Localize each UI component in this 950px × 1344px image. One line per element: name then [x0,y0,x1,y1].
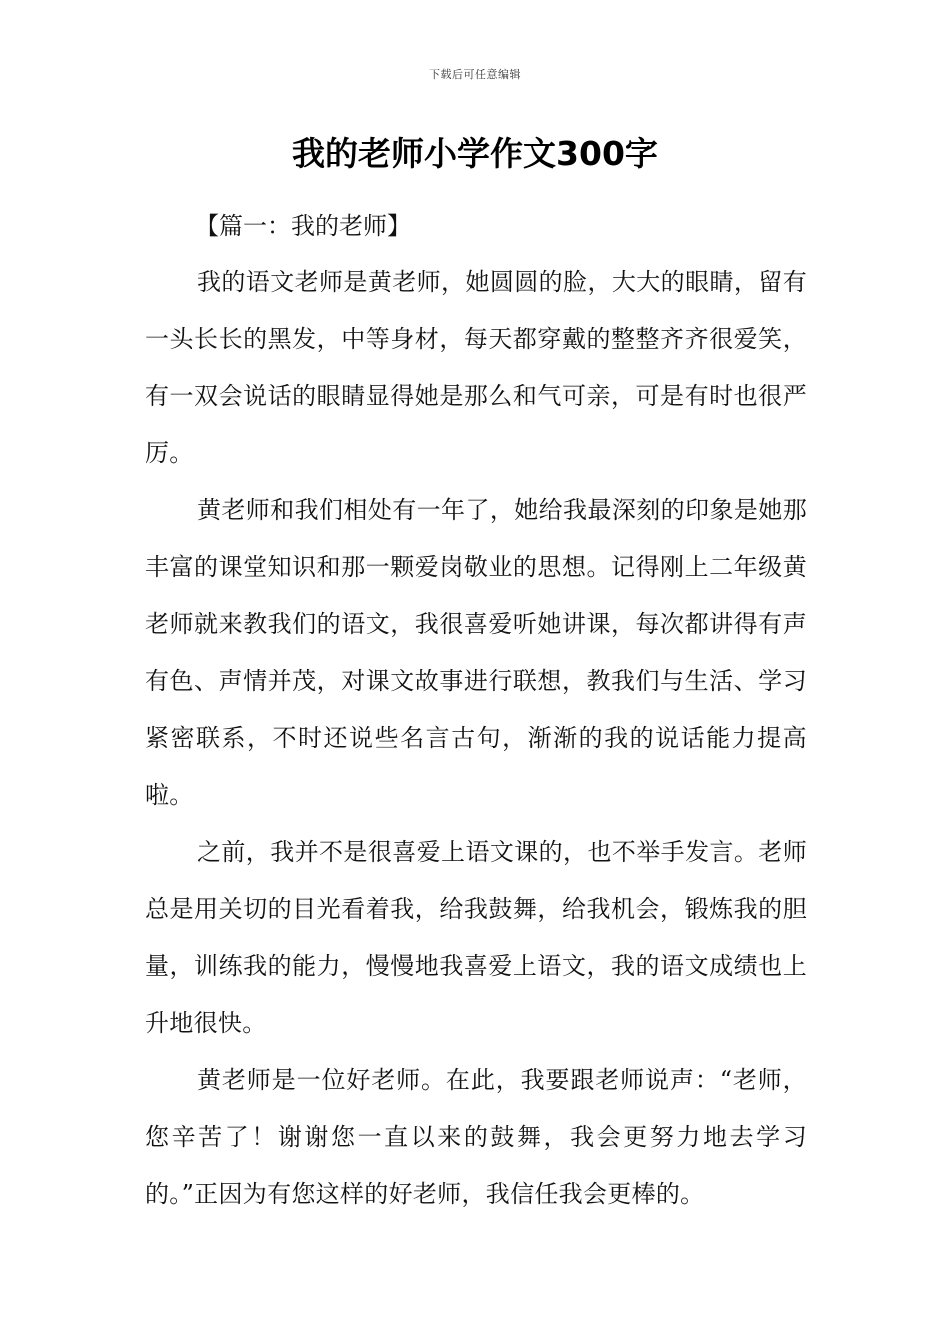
paragraph-3: 之前，我并不是很喜爱上语文课的，也不举手发言。老师总是用关切的目光看着我，给我鼓舞，给我机会，锻炼我的胆量，训练我的能力，慢慢地我喜爱上语文，我的语文成绩也上升地很快。 [145,838,807,1037]
paragraph-2: 黄老师和我们相处有一年了，她给我最深刻的印象是她那丰富的课堂知识和那一颗爱岗敬业的思想。记得刚上二年级黄老师就来教我们的语文，我很喜爱听她讲课，每次都讲得有声有色、声情并茂，对课文故事进行联想，教我们与生活、学习紧密联系，不时还说些名言古句，渐渐的我的说话能力提高啦。 [145,496,807,809]
paragraph-1: 我的语文老师是黄老师，她圆圆的脸，大大的眼睛，留有一头长长的黑发，中等身材，每天都穿戴的整整齐齐很爱笑，有一双会说话的眼睛显得她是那么和气可亲，可是有时也很严厉。 [145,268,807,467]
document-body [145,198,807,1223]
document-title: 我的老师小学作文300字 [292,134,658,173]
section-heading: 【篇一：我的老师】 [195,212,411,240]
paragraph-4: 黄老师是一位好老师。在此，我要跟老师说声：“老师，您辛苦了！谢谢您一直以来的鼓舞，我会更努力地去学习的。”正因为有您这样的好老师，我信任我会更棒的。 [145,1066,807,1208]
header-note: 下载后可任意编辑 [429,68,521,81]
